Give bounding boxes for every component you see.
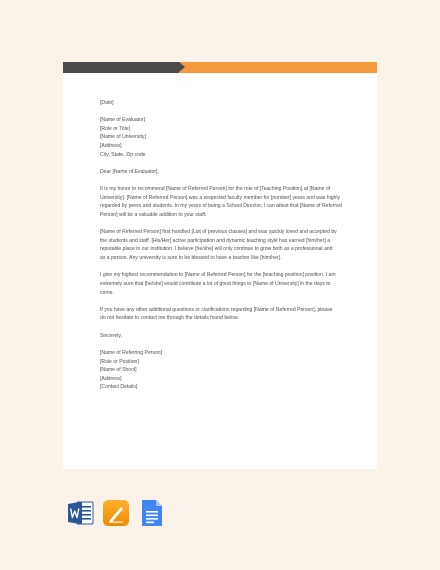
paragraph4-line: do not hesitate to contact me through the details found below. [100, 315, 239, 322]
signature-role: [Role or Position] [100, 358, 139, 365]
evaluator-university: [Name of University] [100, 134, 146, 141]
word-icon[interactable] [68, 500, 94, 526]
paragraph2-line: reputable place in our institution. I believe [he/she] will only continue to grow both as a professional and [100, 246, 333, 253]
signature-address: [Address] [100, 375, 122, 382]
letter-body [100, 99, 348, 392]
paragraph1-line: It is my honor to recommend [Name of Referred Person] for the role of [Teaching Position] at [Name of [100, 186, 331, 193]
paragraph2-line: the students and staff. [His/Her] active participation and dynamic teaching style has earned [him/her] a [100, 237, 331, 244]
pages-icon[interactable] [103, 500, 129, 526]
paragraph3-line: I give my highest recommendation to [Name of Referred Person] for the [teaching position] position. I am [100, 272, 336, 279]
paragraph2-line: as a person. Any university is sure to be blessed to have a teacher like [him/her]. [100, 255, 282, 262]
paragraph1-line: University]. [Name of Referred Person] was a respected faculty member for [number] years and was highly [100, 194, 341, 201]
paragraph1-line: Person] will be a valuable addition to your staff. [100, 212, 207, 218]
letter-page [63, 62, 377, 469]
paragraph3-line: come. [100, 289, 114, 296]
header-bar-orange [179, 62, 377, 73]
closing: Sincerely, [100, 332, 122, 339]
evaluator-name: [Name of Evaluator] [100, 117, 146, 124]
header-bar-arrow [179, 62, 185, 72]
paragraph4-line: If you have any other additional questions or clarifications regarding [Name of Referred Person], please [100, 306, 333, 313]
signature-school: [Name of Shool] [100, 367, 137, 374]
letter-date: [Date] [100, 100, 114, 106]
signature-name: [Name of Referring Person] [100, 349, 163, 356]
paragraph1-line: regarded by peers and students. In my years of being a School Director, I can attest that [Name of Referred [100, 203, 342, 210]
paragraph3-line: extremely sure that [he/she] would contribute a lot of good things to [Name of University] in the days to [100, 280, 331, 287]
header-bar-dark [63, 62, 179, 73]
signature-contact: [Contact Details] [100, 384, 138, 391]
evaluator-city: City, State, Zip code [100, 151, 146, 158]
paragraph2-line: [Name of Referred Person] first handled [List of previous classes] and was quickly loved and accepted by [100, 229, 337, 236]
google-docs-icon[interactable] [139, 500, 165, 526]
salutation: Dear [Name of Evaluator], [100, 168, 159, 175]
evaluator-address: [Address] [100, 143, 122, 150]
evaluator-role: [Role or Title] [100, 125, 131, 132]
